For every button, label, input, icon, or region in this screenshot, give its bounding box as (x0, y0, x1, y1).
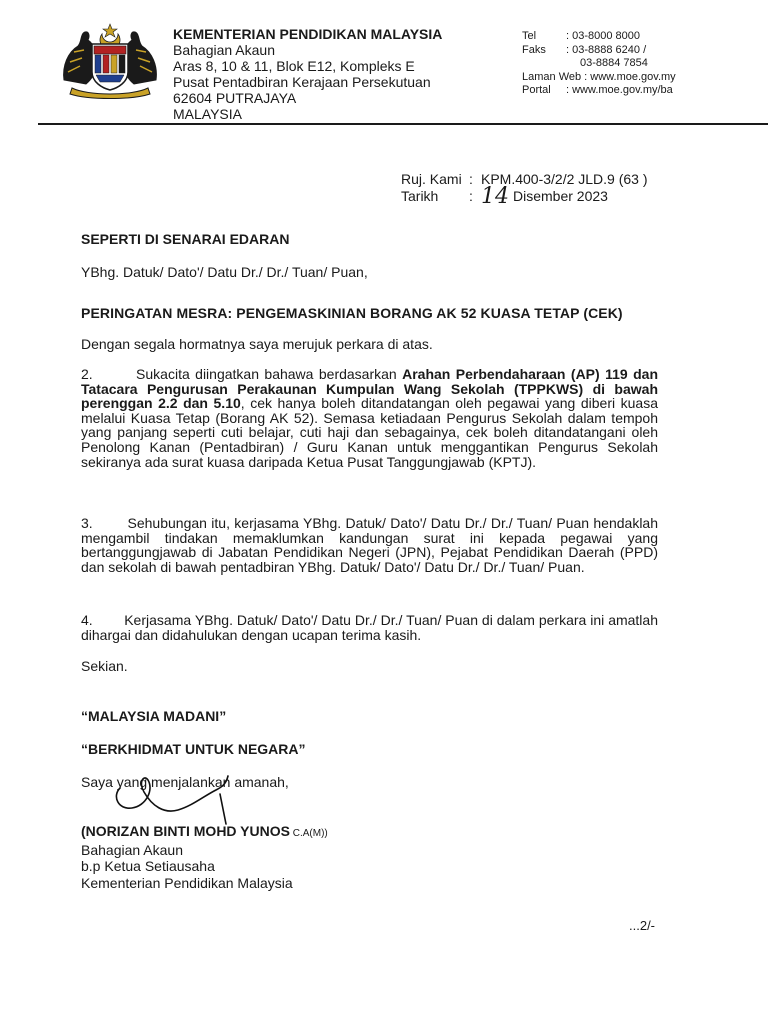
subject-line: PERINGATAN MESRA: PENGEMASKINIAN BORANG AK 52 KUASA TETAP (CEK) (81, 305, 623, 321)
faks-row-2 (522, 57, 676, 71)
tel-value: : 03-8000 8000 (566, 30, 641, 42)
paragraph-number: 4. (81, 612, 93, 628)
ministry-name: KEMENTERIAN PENDIDIKAN MALAYSIA (173, 26, 443, 42)
signatory-block (81, 823, 658, 891)
address-line: Bahagian Akaun (173, 42, 275, 58)
reference-block (401, 171, 648, 209)
paragraph-3 (81, 516, 658, 574)
portal-value[interactable]: : www.moe.gov.my/ba (566, 84, 673, 96)
address-line: Aras 8, 10 & 11, Blok E12, Kompleks E (173, 58, 415, 74)
tel-row (522, 30, 676, 44)
web-label: Laman Web (522, 70, 582, 83)
header-divider (38, 123, 768, 125)
closing: Sekian. (81, 658, 128, 674)
web-value[interactable]: : www.moe.gov.my (584, 70, 676, 83)
opening-line: Dengan segala hormatnya saya merujuk perkara di atas. (81, 336, 433, 352)
address-line: Pusat Pentadbiran Kerajaan Persekutuan (173, 74, 431, 90)
address-line: 62604 PUTRAJAYA (173, 90, 297, 106)
signatory-name: (NORIZAN BINTI MOHD YUNOS (81, 823, 290, 839)
tarikh-day-handwritten: 14 (481, 184, 509, 209)
paragraph-2 (81, 367, 658, 469)
signatory-line: b.p Ketua Setiausaha (81, 858, 215, 875)
contact-block (522, 30, 676, 98)
portal-row (522, 84, 676, 98)
signatory-line: Kementerian Pendidikan Malaysia (81, 874, 293, 891)
signatory-credential: C.A(M)) (289, 828, 328, 839)
coat-of-arms-icon (58, 22, 162, 100)
paragraph-number: 3. (81, 515, 93, 531)
signature-icon (108, 766, 238, 826)
tel-label: Tel (522, 30, 537, 42)
slogan-berkhidmat: “BERKHIDMAT UNTUK NEGARA” (81, 741, 306, 757)
ruj-row: Ruj. Kami : KPM.400-3/2/2 JLD.9 (63 ) (401, 171, 648, 187)
tarikh-label: Tarikh (401, 188, 439, 204)
tarikh-month-year: Disember 2023 (513, 188, 608, 204)
signatory-name-row (81, 823, 658, 842)
paragraph-4 (81, 613, 658, 642)
salutation: YBhg. Datuk/ Dato'/ Datu Dr./ Dr./ Tuan/ Puan, (81, 264, 368, 280)
faks-row (522, 44, 676, 58)
paragraph-number: 2. (81, 366, 93, 382)
signoff: Saya yang menjalankan amanah, (81, 774, 289, 790)
ministry-address-block (173, 26, 442, 122)
web-row (522, 71, 676, 85)
faks-label: Faks (522, 43, 546, 56)
paragraph-text: Sukacita diingatkan bahawa berdasarkan (136, 366, 403, 382)
slogan-malaysia-madani: “MALAYSIA MADANI” (81, 708, 227, 724)
signatory-line: Bahagian Akaun (81, 842, 183, 859)
address-line: MALAYSIA (173, 106, 242, 122)
paragraph-text: Sehubungan itu, kerjasama YBhg. Datuk/ Dato'/ Datu Dr./ Dr./ Tuan/ Puan hendaklah mengambil tindakan memaklumkan kandungan surat ini kepada pegawai yang bertanggungjawab di Jabatan Pendidikan Negeri (JPN), Pejabat Pendidikan Daerah (PPD) dan sekolah di bawah pentadbiran YBhg. Datuk/ Dato'/ Datu Dr./ Dr./ Tuan/ Puan. (81, 515, 659, 575)
paragraph-text: Kerjasama YBhg. Datuk/ Dato'/ Datu Dr./ Dr./ Tuan/ Puan di dalam perkara ini amatlah dihargai dan didahulukan dengan ucapan terima kasih. (81, 612, 658, 643)
tarikh-row: Tarikh : 14 Disember 2023 (401, 184, 608, 209)
paragraph-bold-reference: Arahan Perbendaharaan (AP) 119 dan Tatacara Pengurusan Perakaunan Kumpulan Wang Sekolah (TPPKWS) di bawah perenggan 2.2 dan 5.10 (81, 366, 658, 412)
ruj-label: Ruj. Kami (401, 171, 462, 187)
ruj-value: KPM.400-3/2/2 JLD.9 (63 ) (481, 171, 648, 187)
portal-label: Portal (522, 84, 551, 96)
paragraph-text: , cek hanya boleh ditandatangan oleh pegawai yang diberi kuasa melalui Kuasa Tetap (Borang AK 52). Semasa ketiadaan Pengurus Sekolah dalam tempoh yang panjang seperti cuti belajar, cuti haji dan sebagainya, cek boleh ditandatangani oleh Penolong Kanan (Pentadbiran) / Guru Kanan untuk menggantikan Pengurus Sekolah sekiranya ada surat kuasa daripada Ketua Pusat Tanggungjawab (KPTJ). (81, 395, 658, 470)
addressee: SEPERTI DI SENARAI EDARAN (81, 231, 290, 247)
page-continuation-marker: ...2/- (629, 918, 656, 933)
faks-value-2: 03-8884 7854 (580, 57, 648, 69)
faks-value: : 03-8888 6240 / (566, 43, 647, 56)
